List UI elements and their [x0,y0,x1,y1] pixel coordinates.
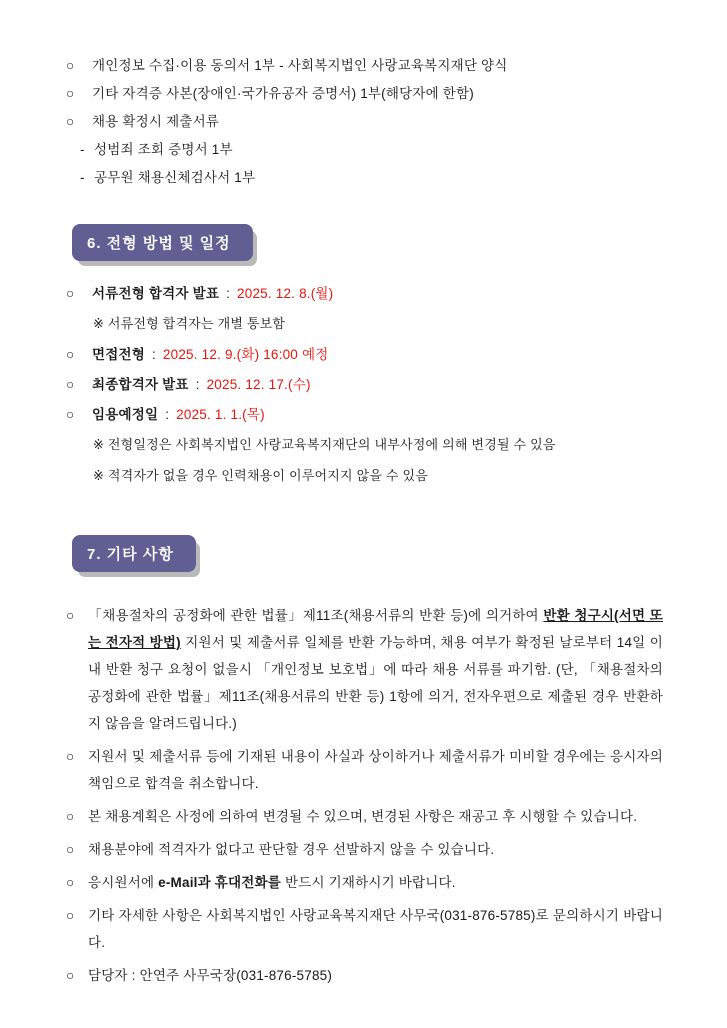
etc-item [66,743,663,797]
circle-bullet: ○ [66,58,75,73]
etc-text [88,869,663,896]
attachment-text: 채용 확정시 제출서류 [92,114,220,129]
schedule-label: 면접전형 [92,347,145,362]
circle-bullet: ○ [66,407,75,422]
etc-text [88,602,663,737]
colon-separator: : [195,377,200,392]
circle-bullet: ○ [66,377,75,392]
text-run: 반드시 기재하시기 바랍니다. [281,875,456,890]
circle-bullet: ○ [66,86,75,101]
attachment-list [66,56,663,187]
schedule-note: ※ 적격자가 없을 경우 인력채용이 이루어지지 않을 수 있음 [93,468,429,483]
dash-bullet: - [80,142,85,157]
circle-bullet: ○ [66,347,75,362]
circle-bullet: ○ [66,749,75,764]
list-subitem [66,168,663,187]
section7-header [72,535,196,572]
schedule-item [66,405,663,424]
circle-bullet: ○ [66,875,75,890]
list-item [66,56,663,75]
colon-separator: : [165,407,170,422]
etc-text [88,962,663,989]
text-run-bold-underline: 반환 청구시(서면 또는 전자적 방법) [88,608,663,650]
etc-item [66,803,663,830]
section7-title: 7. 기타 사항 [87,546,174,563]
etc-text [88,902,663,956]
etc-item [66,962,663,989]
text-run: 「채용절차의 공정화에 관한 법률」제11조(채용서류의 반환 등)에 의거하여 [88,608,544,623]
schedule-label: 서류전형 합격자 발표 [92,286,220,301]
text-run-bold: e-Mail과 휴대전화를 [158,875,282,890]
colon-separator: : [226,286,231,301]
etc-item [66,836,663,863]
etc-list [66,602,663,989]
circle-bullet: ○ [66,114,75,129]
schedule-label: 최종합격자 발표 [92,377,189,392]
circle-bullet: ○ [66,968,75,983]
attachment-text: 성범죄 조회 증명서 1부 [94,142,233,157]
list-item [66,112,663,131]
section6-title: 6. 전형 방법 및 일정 [87,235,231,252]
text-run: 응시원서에 [88,875,159,890]
list-item [66,84,663,103]
text-run: 본 채용계획은 사정에 의하여 변경될 수 있으며, 변경된 사항은 재공고 후 시행할 수 있습니다. [88,809,638,824]
schedule-item [66,284,663,303]
text-run: 기타 자세한 사항은 사회복지법인 사랑교육복지재단 사무국(031-876-5785)로 문의하시기 바랍니다. [88,908,663,950]
section6-header [72,224,253,261]
circle-bullet: ○ [66,608,75,623]
circle-bullet: ○ [66,908,75,923]
etc-item [66,902,663,956]
circle-bullet: ○ [66,842,75,857]
attachment-text: 개인정보 수집·이용 동의서 1부 - 사회복지법인 사랑교육복지재단 양식 [92,58,508,73]
attachment-text: 공무원 채용신체검사서 1부 [94,170,256,185]
schedule-date: 2025. 12. 8.(월) [237,286,334,301]
schedule-item [66,345,663,364]
schedule-note: ※ 서류전형 합격자는 개별 통보함 [93,316,286,331]
schedule-date: 2025. 12. 17.(수) [206,377,311,392]
list-subitem [66,140,663,159]
text-run: 담당자 : 안연주 사무국장(031-876-5785) [88,968,333,983]
etc-text [88,803,663,830]
etc-text [88,836,663,863]
etc-text [88,743,663,797]
text-run: 지원서 및 제출서류 등에 기재된 내용이 사실과 상이하거나 제출서류가 미비할 경우에는 응시자의 책임으로 합격을 취소합니다. [88,749,663,791]
schedule-label: 임용예정일 [92,407,159,422]
circle-bullet: ○ [66,286,75,301]
text-run: 지원서 및 제출서류 일체를 반환 가능하며, 채용 여부가 확정된 날로부터 14일 이내 반환 청구 요청이 없을시 「개인정보 보호법」에 따라 채용 서류를 파기함. (단, 「채용절차의 공정화에 관한 법률」제11조(채용서류의 반환 등) 1항에 의거, 전자우편으로 제출된 경우 반환하지 않음을 알려드립니다.) [88,635,663,731]
schedule-date: 2025. 1. 1.(목) [176,407,265,422]
text-run: 채용분야에 적격자가 없다고 판단할 경우 선발하지 않을 수 있습니다. [88,842,495,857]
dash-bullet: - [80,170,85,185]
schedule-item [66,375,663,394]
etc-item [66,602,663,737]
schedule-list [66,284,663,485]
schedule-note: ※ 전형일정은 사회복지법인 사랑교육복지재단의 내부사정에 의해 변경될 수 있음 [93,437,556,452]
colon-separator: : [151,347,156,362]
schedule-date: 2025. 12. 9.(화) 16:00 예정 [162,347,329,362]
attachment-text: 기타 자격증 사본(장애인·국가유공자 증명서) 1부(해당자에 한함) [92,86,474,101]
circle-bullet: ○ [66,809,75,824]
etc-item [66,869,663,896]
